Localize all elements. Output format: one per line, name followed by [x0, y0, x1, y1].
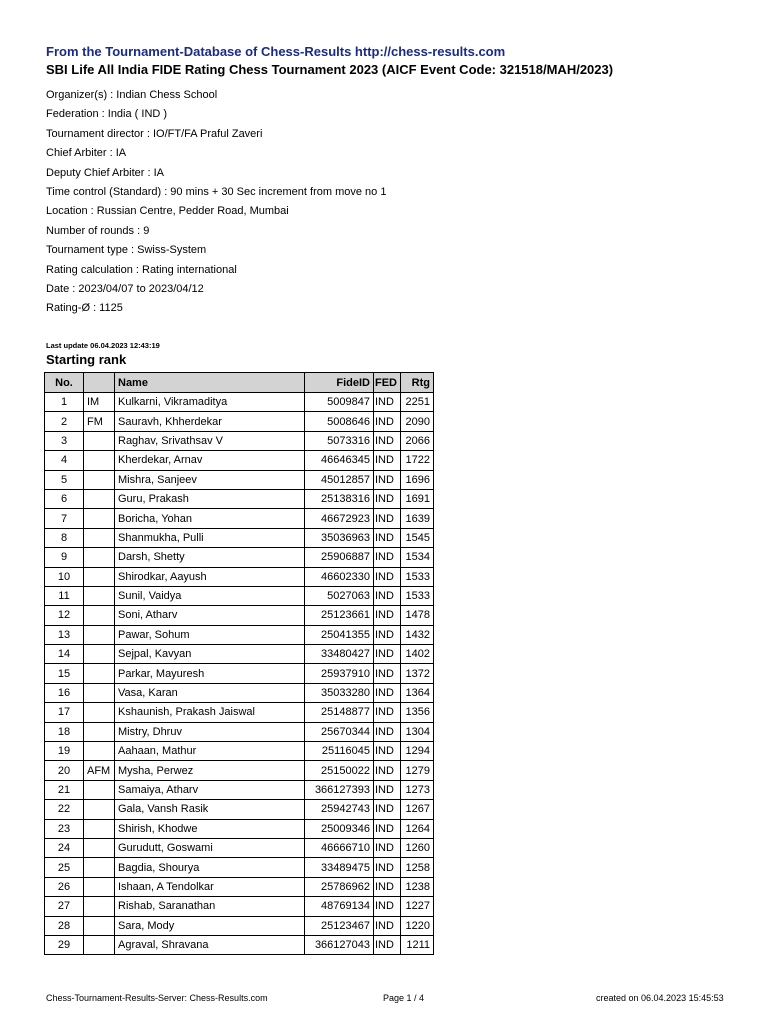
cell-rating: 1227: [401, 897, 434, 916]
cell-fideid: 25670344: [305, 722, 374, 741]
cell-no: 22: [45, 800, 84, 819]
cell-title: [84, 877, 115, 896]
cell-rating: 1534: [401, 548, 434, 567]
cell-title: [84, 586, 115, 605]
cell-name: Parkar, Mayuresh: [115, 664, 305, 683]
table-row: [45, 509, 434, 528]
cell-rating: 1533: [401, 586, 434, 605]
cell-title: [84, 528, 115, 547]
cell-no: 26: [45, 877, 84, 896]
cell-no: 15: [45, 664, 84, 683]
cell-fideid: 35033280: [305, 683, 374, 702]
cell-rating: 1220: [401, 916, 434, 935]
cell-fideid: 48769134: [305, 897, 374, 916]
cell-fed: IND: [374, 645, 401, 664]
cell-fed: IND: [374, 509, 401, 528]
cell-name: Kulkarni, Vikramaditya: [115, 393, 305, 412]
cell-rating: 1722: [401, 451, 434, 470]
cell-rating: 1364: [401, 683, 434, 702]
cell-rating: 2066: [401, 431, 434, 450]
cell-title: IM: [84, 393, 115, 412]
cell-fed: IND: [374, 722, 401, 741]
cell-name: Rishab, Saranathan: [115, 897, 305, 916]
cell-fideid: 25942743: [305, 800, 374, 819]
cell-rating: 1478: [401, 606, 434, 625]
cell-no: 4: [45, 451, 84, 470]
cell-fed: IND: [374, 664, 401, 683]
cell-title: [84, 645, 115, 664]
cell-name: Pawar, Sohum: [115, 625, 305, 644]
cell-fed: IND: [374, 470, 401, 489]
cell-name: Agraval, Shravana: [115, 935, 305, 954]
cell-name: Sauravh, Khherdekar: [115, 412, 305, 431]
cell-fideid: 25138316: [305, 489, 374, 508]
cell-title: FM: [84, 412, 115, 431]
table-row: [45, 664, 434, 683]
table-row: [45, 625, 434, 644]
cell-fed: IND: [374, 780, 401, 799]
cell-fideid: 25150022: [305, 761, 374, 780]
cell-title: AFM: [84, 761, 115, 780]
section-title: Starting rank: [46, 352, 127, 367]
header-name: Name: [115, 373, 305, 393]
cell-fideid: 25116045: [305, 742, 374, 761]
cell-title: [84, 625, 115, 644]
cell-title: [84, 703, 115, 722]
cell-name: Darsh, Shetty: [115, 548, 305, 567]
header-title: [84, 373, 115, 393]
cell-fideid: 46672923: [305, 509, 374, 528]
tournament-info: [46, 86, 386, 319]
table-row: [45, 722, 434, 741]
info-organizer: Organizer(s) : Indian Chess School: [46, 89, 218, 101]
cell-no: 5: [45, 470, 84, 489]
cell-title: [84, 548, 115, 567]
cell-rating: 1273: [401, 780, 434, 799]
cell-title: [84, 819, 115, 838]
info-location: Location : Russian Centre, Pedder Road, Mumbai: [46, 205, 289, 218]
cell-no: 12: [45, 606, 84, 625]
cell-fideid: 33480427: [305, 645, 374, 664]
cell-no: 8: [45, 528, 84, 547]
cell-title: [84, 606, 115, 625]
cell-name: Shirodkar, Aayush: [115, 567, 305, 586]
cell-rating: 1260: [401, 838, 434, 857]
cell-no: 19: [45, 742, 84, 761]
cell-name: Ishaan, A Tendolkar: [115, 877, 305, 896]
cell-rating: 1279: [401, 761, 434, 780]
cell-fideid: 5027063: [305, 586, 374, 605]
cell-no: 1: [45, 393, 84, 412]
cell-name: Sara, Mody: [115, 916, 305, 935]
cell-name: Samaiya, Atharv: [115, 780, 305, 799]
cell-fed: IND: [374, 761, 401, 780]
table-row: [45, 645, 434, 664]
cell-fed: IND: [374, 800, 401, 819]
cell-rating: 1211: [401, 935, 434, 954]
cell-no: 28: [45, 916, 84, 935]
cell-rating: 1533: [401, 567, 434, 586]
header-fed: FED: [374, 373, 401, 393]
table-row: [45, 819, 434, 838]
cell-fed: IND: [374, 703, 401, 722]
cell-fideid: 25123467: [305, 916, 374, 935]
cell-name: Raghav, Srivathsav V: [115, 431, 305, 450]
table-row: [45, 470, 434, 489]
table-body: [45, 393, 434, 955]
cell-no: 18: [45, 722, 84, 741]
cell-fed: IND: [374, 858, 401, 877]
cell-fideid: 366127043: [305, 935, 374, 954]
cell-fideid: 25123661: [305, 606, 374, 625]
cell-fed: IND: [374, 819, 401, 838]
table-header-row: [45, 373, 434, 393]
cell-rating: 1691: [401, 489, 434, 508]
cell-rating: 1545: [401, 528, 434, 547]
cell-name: Bagdia, Shourya: [115, 858, 305, 877]
info-rating-calculation: Rating calculation : Rating international: [46, 263, 237, 276]
info-date: Date : 2023/04/07 to 2023/04/12: [46, 283, 204, 296]
cell-name: Soni, Atharv: [115, 606, 305, 625]
cell-no: 14: [45, 645, 84, 664]
footer-page-number: Page 1 / 4: [383, 993, 425, 1003]
cell-no: 27: [45, 897, 84, 916]
table-row: [45, 489, 434, 508]
table-row: [45, 528, 434, 547]
cell-rating: 1402: [401, 645, 434, 664]
cell-name: Shanmukha, Pulli: [115, 528, 305, 547]
cell-fideid: 25937910: [305, 664, 374, 683]
cell-fideid: 33489475: [305, 858, 374, 877]
cell-fideid: 25148877: [305, 703, 374, 722]
cell-fideid: 366127393: [305, 780, 374, 799]
info-deputy-chief-arbiter: Deputy Chief Arbiter : IA: [46, 166, 164, 179]
cell-fed: IND: [374, 528, 401, 547]
cell-no: 16: [45, 683, 84, 702]
cell-title: [84, 780, 115, 799]
cell-name: Mishra, Sanjeev: [115, 470, 305, 489]
table-row: [45, 858, 434, 877]
cell-fed: IND: [374, 625, 401, 644]
cell-fed: IND: [374, 916, 401, 935]
info-tournament-type: Tournament type : Swiss-System: [46, 244, 207, 257]
cell-no: 3: [45, 431, 84, 450]
table-row: [45, 916, 434, 935]
cell-name: Guru, Prakash: [115, 489, 305, 508]
table-row: [45, 800, 434, 819]
cell-fed: IND: [374, 838, 401, 857]
cell-no: 21: [45, 780, 84, 799]
info-time-control: Time control (Standard) : 90 mins + 30 Sec increment from move no 1: [46, 186, 387, 199]
cell-fed: IND: [374, 567, 401, 586]
cell-fideid: 25906887: [305, 548, 374, 567]
cell-fideid: 46666710: [305, 838, 374, 857]
cell-fed: IND: [374, 393, 401, 412]
cell-fideid: 25041355: [305, 625, 374, 644]
info-tournament-director: Tournament director : IO/FT/FA Praful Zaveri: [46, 127, 263, 140]
cell-no: 9: [45, 548, 84, 567]
cell-name: Mistry, Dhruv: [115, 722, 305, 741]
cell-title: [84, 722, 115, 741]
table-row: [45, 412, 434, 431]
cell-no: 25: [45, 858, 84, 877]
cell-rating: 2090: [401, 412, 434, 431]
cell-rating: 1356: [401, 703, 434, 722]
cell-fideid: 25009346: [305, 819, 374, 838]
header-no: No.: [45, 373, 84, 393]
table-row: [45, 877, 434, 896]
cell-title: [84, 431, 115, 450]
cell-title: [84, 858, 115, 877]
cell-title: [84, 451, 115, 470]
cell-fideid: 5008646: [305, 412, 374, 431]
cell-fed: IND: [374, 431, 401, 450]
cell-rating: 1432: [401, 625, 434, 644]
tournament-title: SBI Life All India FIDE Rating Chess Tournament 2023 (AICF Event Code: 321518/MAH/2023): [46, 62, 614, 77]
cell-name: Gurudutt, Goswami: [115, 838, 305, 857]
cell-fed: IND: [374, 683, 401, 702]
cell-fideid: 5073316: [305, 431, 374, 450]
cell-rating: 1696: [401, 470, 434, 489]
last-update: Last update 06.04.2023 12:43:19: [46, 341, 160, 350]
cell-name: Mysha, Perwez: [115, 761, 305, 780]
cell-no: 24: [45, 838, 84, 857]
cell-title: [84, 916, 115, 935]
cell-fed: IND: [374, 606, 401, 625]
table-row: [45, 897, 434, 916]
table-row: [45, 393, 434, 412]
cell-title: [84, 470, 115, 489]
cell-no: 23: [45, 819, 84, 838]
table-row: [45, 431, 434, 450]
cell-rating: 1372: [401, 664, 434, 683]
cell-rating: 1264: [401, 819, 434, 838]
cell-fed: IND: [374, 489, 401, 508]
table-row: [45, 742, 434, 761]
header-fideid: FideID: [305, 373, 374, 393]
cell-title: [84, 683, 115, 702]
source-link[interactable]: From the Tournament-Database of Chess-Results http://chess-results.com: [46, 44, 506, 59]
cell-title: [84, 742, 115, 761]
cell-fideid: 46602330: [305, 567, 374, 586]
footer-created-on: created on 06.04.2023 15:45:53: [596, 993, 724, 1003]
table-row: [45, 780, 434, 799]
cell-name: Kherdekar, Arnav: [115, 451, 305, 470]
cell-no: 29: [45, 935, 84, 954]
cell-rating: 1258: [401, 858, 434, 877]
table-row: [45, 451, 434, 470]
cell-fed: IND: [374, 935, 401, 954]
table-row: [45, 703, 434, 722]
cell-fideid: 46646345: [305, 451, 374, 470]
header-rtg: Rtg: [401, 373, 434, 393]
cell-no: 10: [45, 567, 84, 586]
cell-rating: 1294: [401, 742, 434, 761]
cell-name: Sunil, Vaidya: [115, 586, 305, 605]
table-row: [45, 683, 434, 702]
info-chief-arbiter: Chief Arbiter : IA: [46, 147, 127, 160]
info-number-of-rounds: Number of rounds : 9: [46, 224, 150, 237]
cell-name: Boricha, Yohan: [115, 509, 305, 528]
info-average-rating: Rating-Ø : 1125: [46, 302, 123, 315]
cell-title: [84, 838, 115, 857]
cell-rating: 1639: [401, 509, 434, 528]
footer-server: Chess-Tournament-Results-Server: Chess-Results.com: [46, 993, 268, 1003]
starting-rank-table: [44, 372, 434, 955]
cell-fideid: 35036963: [305, 528, 374, 547]
table-row: [45, 586, 434, 605]
cell-no: 17: [45, 703, 84, 722]
cell-fed: IND: [374, 742, 401, 761]
table-row: [45, 567, 434, 586]
table-row: [45, 548, 434, 567]
cell-fideid: 5009847: [305, 393, 374, 412]
cell-rating: 2251: [401, 393, 434, 412]
cell-no: 7: [45, 509, 84, 528]
cell-no: 2: [45, 412, 84, 431]
cell-fed: IND: [374, 586, 401, 605]
cell-rating: 1304: [401, 722, 434, 741]
cell-fideid: 45012857: [305, 470, 374, 489]
cell-no: 6: [45, 489, 84, 508]
cell-title: [84, 800, 115, 819]
cell-fed: IND: [374, 877, 401, 896]
cell-name: Kshaunish, Prakash Jaiswal: [115, 703, 305, 722]
cell-name: Gala, Vansh Rasik: [115, 800, 305, 819]
cell-name: Vasa, Karan: [115, 683, 305, 702]
cell-no: 13: [45, 625, 84, 644]
cell-title: [84, 509, 115, 528]
table-row: [45, 606, 434, 625]
table-row: [45, 838, 434, 857]
table-row: [45, 935, 434, 954]
cell-title: [84, 935, 115, 954]
cell-fed: IND: [374, 897, 401, 916]
cell-name: Shirish, Khodwe: [115, 819, 305, 838]
cell-no: 11: [45, 586, 84, 605]
cell-fed: IND: [374, 451, 401, 470]
cell-name: Sejpal, Kavyan: [115, 645, 305, 664]
table-row: [45, 761, 434, 780]
cell-fideid: 25786962: [305, 877, 374, 896]
cell-title: [84, 664, 115, 683]
cell-fed: IND: [374, 412, 401, 431]
info-federation: Federation : India ( IND ): [46, 108, 168, 121]
cell-rating: 1238: [401, 877, 434, 896]
cell-title: [84, 897, 115, 916]
cell-fed: IND: [374, 548, 401, 567]
cell-rating: 1267: [401, 800, 434, 819]
cell-no: 20: [45, 761, 84, 780]
cell-title: [84, 567, 115, 586]
cell-name: Aahaan, Mathur: [115, 742, 305, 761]
cell-title: [84, 489, 115, 508]
